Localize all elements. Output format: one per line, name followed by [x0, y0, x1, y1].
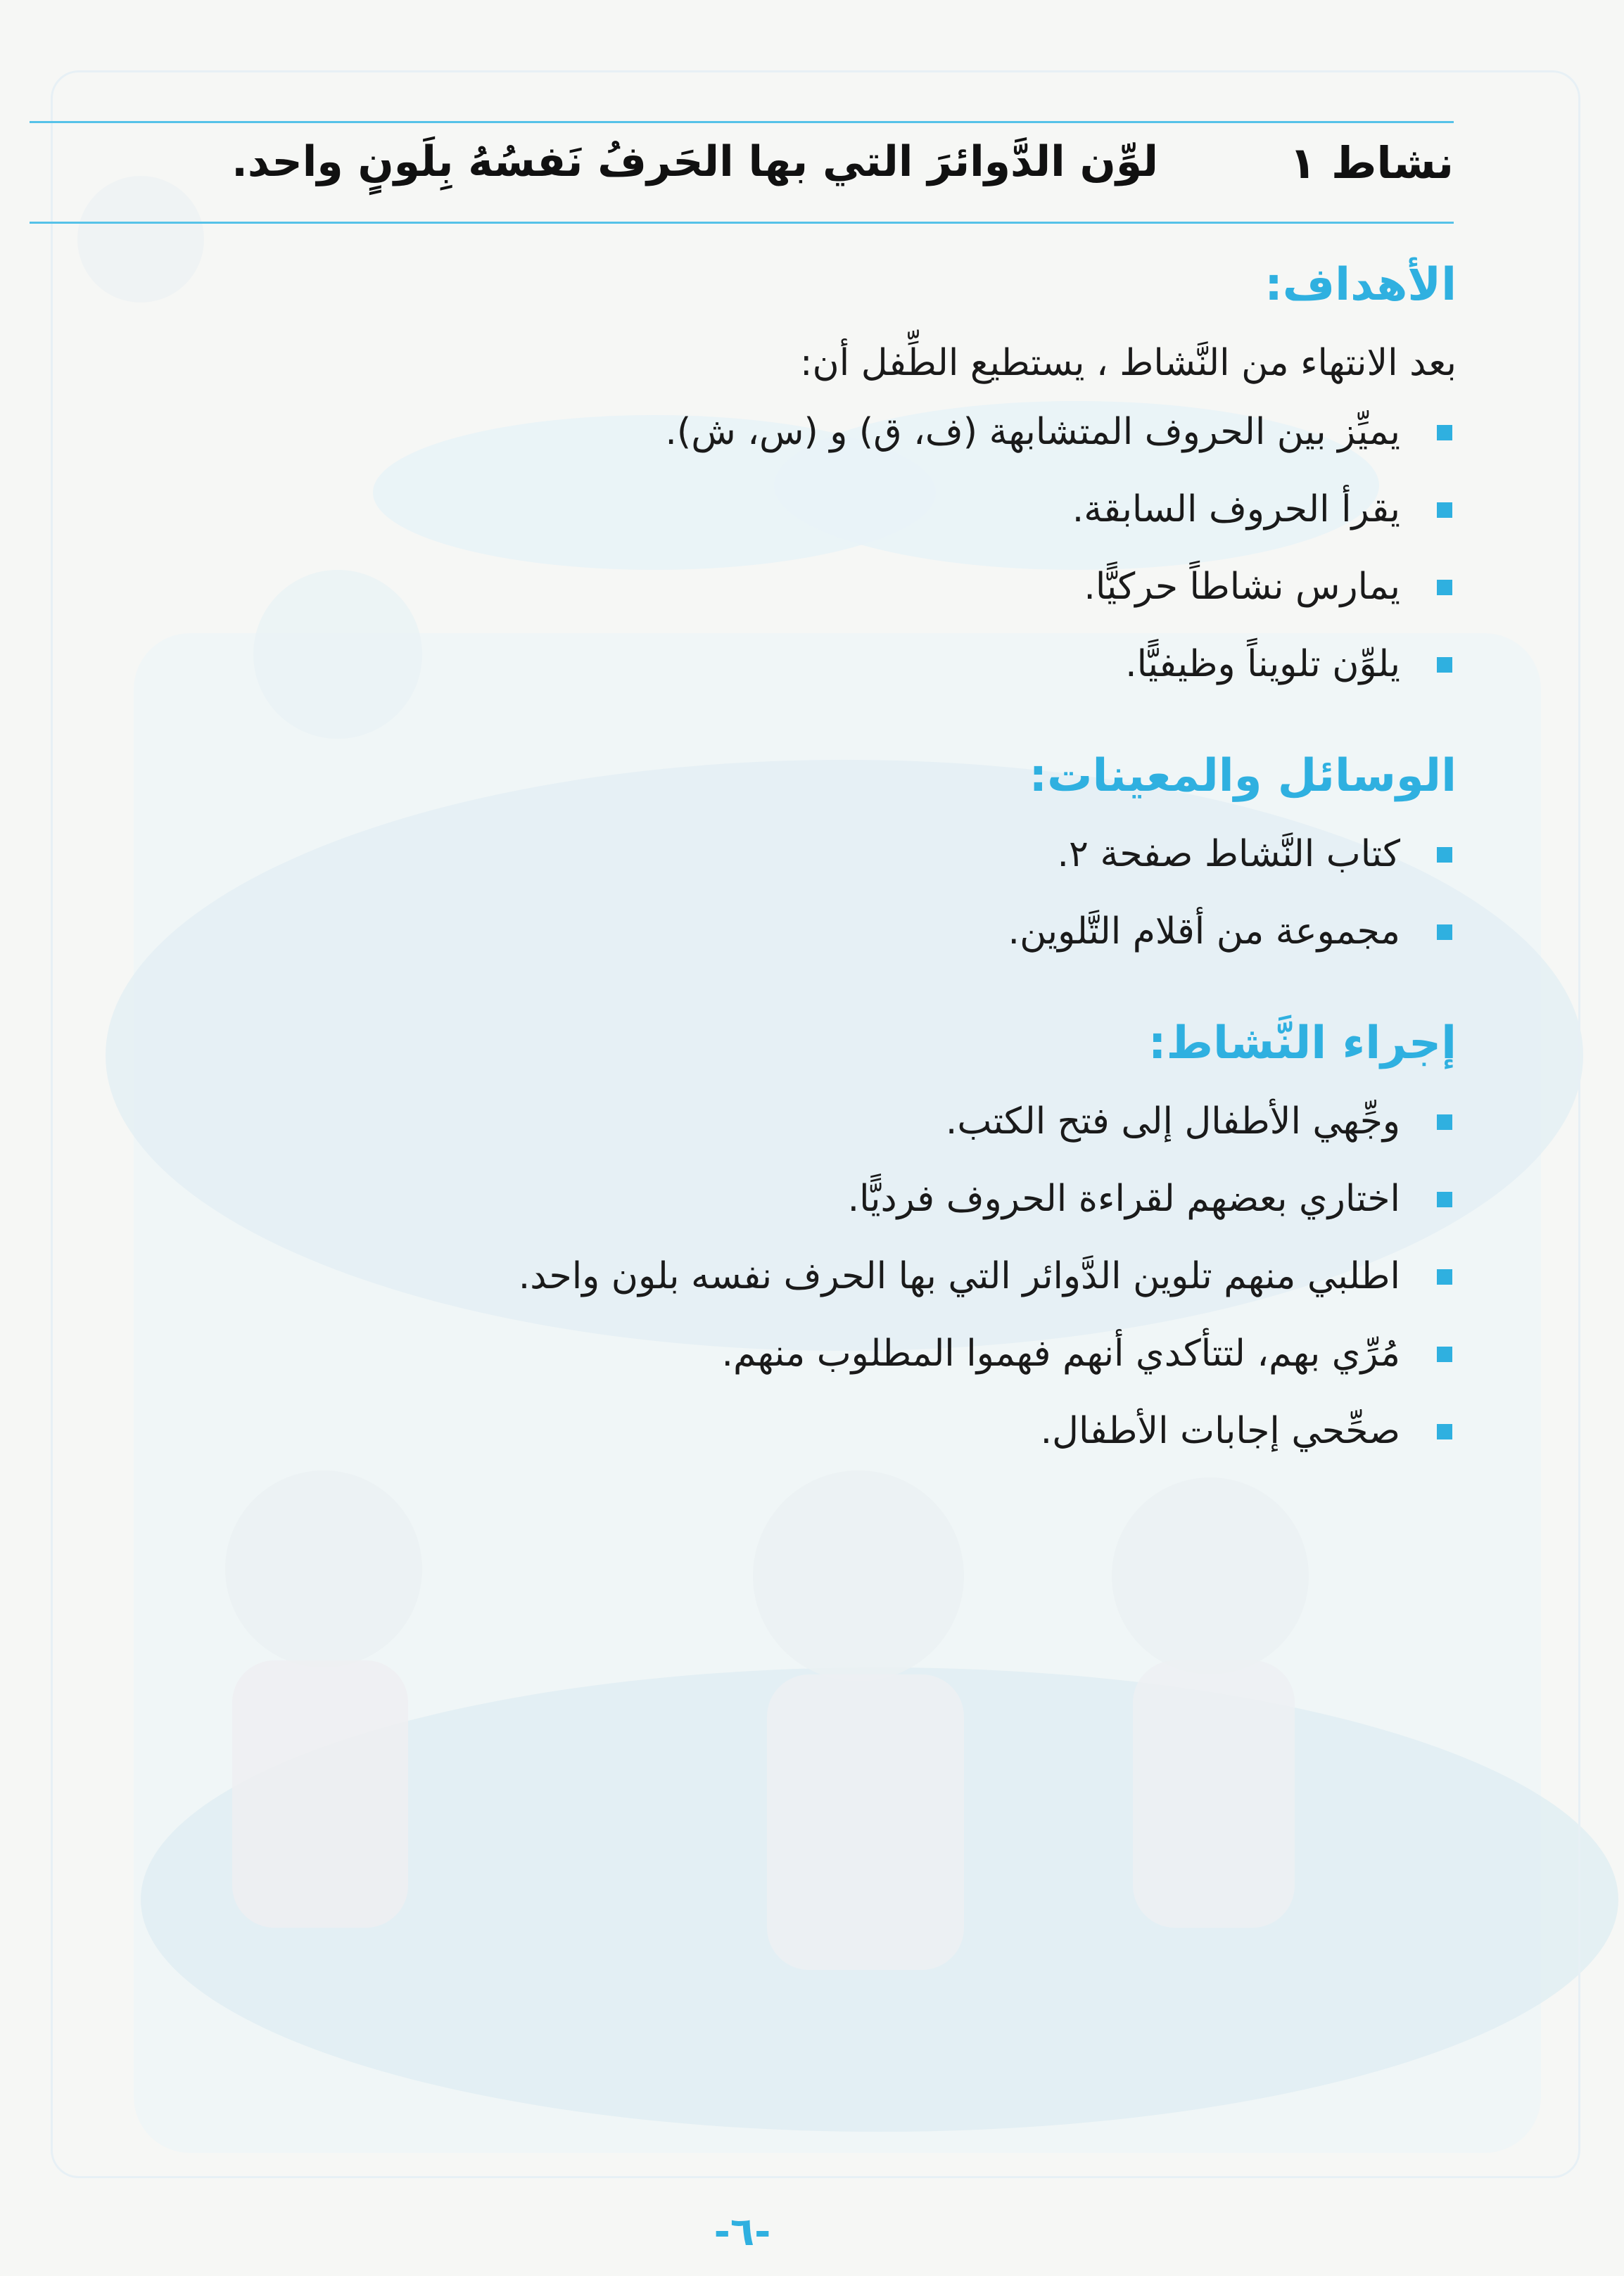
list-item-text: يقرأ الحروف السابقة.: [1072, 488, 1400, 530]
square-bullet-icon: [1437, 580, 1452, 595]
square-bullet-icon: [1437, 1347, 1452, 1362]
list-item: [338, 404, 1457, 460]
materials-list: [338, 826, 1457, 960]
square-bullet-icon: [1437, 924, 1452, 940]
page-number: -٦-: [713, 2209, 771, 2255]
list-item-text: وجِّهي الأطفال إلى فتح الكتب.: [945, 1100, 1400, 1143]
list-item: [338, 1171, 1457, 1227]
objectives-list: [338, 404, 1457, 692]
square-bullet-icon: [1437, 1192, 1452, 1207]
lesson-content: [338, 253, 1457, 1480]
list-item-text: يلوِّن تلويناً وظيفيًّا.: [1125, 643, 1400, 685]
list-item: [338, 559, 1457, 615]
list-item-text: اطلبي منهم تلوين الدَّوائر التي بها الحرف نفسه بلون واحد.: [518, 1255, 1400, 1297]
square-bullet-icon: [1437, 502, 1452, 518]
list-item: [338, 1248, 1457, 1304]
materials-heading: الوسائل والمعينات:: [1029, 750, 1457, 802]
list-item: [338, 903, 1457, 960]
square-bullet-icon: [1437, 1424, 1452, 1439]
list-item-text: يمارس نشاطاً حركيًّا.: [1084, 566, 1400, 608]
square-bullet-icon: [1437, 1269, 1452, 1285]
activity-label: نشاط ١: [1289, 137, 1454, 189]
activity-title: لوِّن الدَّوائرَ التي بها الحَرفُ نَفسُهُ بِلَونٍ واحد.: [231, 137, 1158, 186]
list-item: [338, 826, 1457, 882]
list-item: [338, 1093, 1457, 1150]
square-bullet-icon: [1437, 1114, 1452, 1130]
square-bullet-icon: [1437, 657, 1452, 673]
list-item-text: كتاب النَّشاط صفحة ٢.: [1057, 833, 1400, 875]
procedure-heading: إجراء النَّشاط:: [1148, 1017, 1457, 1069]
square-bullet-icon: [1437, 425, 1452, 440]
list-item: [338, 1403, 1457, 1459]
list-item-text: صحِّحي إجابات الأطفال.: [1040, 1410, 1400, 1452]
list-item-text: يميِّز بين الحروف المتشابهة (ف، ق) و (س، ش).: [665, 411, 1400, 453]
list-item: [338, 481, 1457, 538]
objectives-intro: بعد الانتهاء من النَّشاط ، يستطيع الطِّفل أن:: [800, 342, 1457, 384]
square-bullet-icon: [1437, 847, 1452, 863]
list-item: [338, 636, 1457, 692]
list-item-text: مجموعة من أقلام التَّلوين.: [1008, 910, 1400, 953]
list-item-text: مُرِّي بهم، لتتأكدي أنهم فهموا المطلوب منهم.: [721, 1333, 1400, 1375]
list-item-text: اختاري بعضهم لقراءة الحروف فرديًّا.: [847, 1178, 1400, 1220]
activity-header: [30, 121, 1454, 224]
objectives-heading: الأهداف:: [1264, 259, 1457, 311]
list-item: [338, 1325, 1457, 1382]
procedure-list: [338, 1093, 1457, 1459]
